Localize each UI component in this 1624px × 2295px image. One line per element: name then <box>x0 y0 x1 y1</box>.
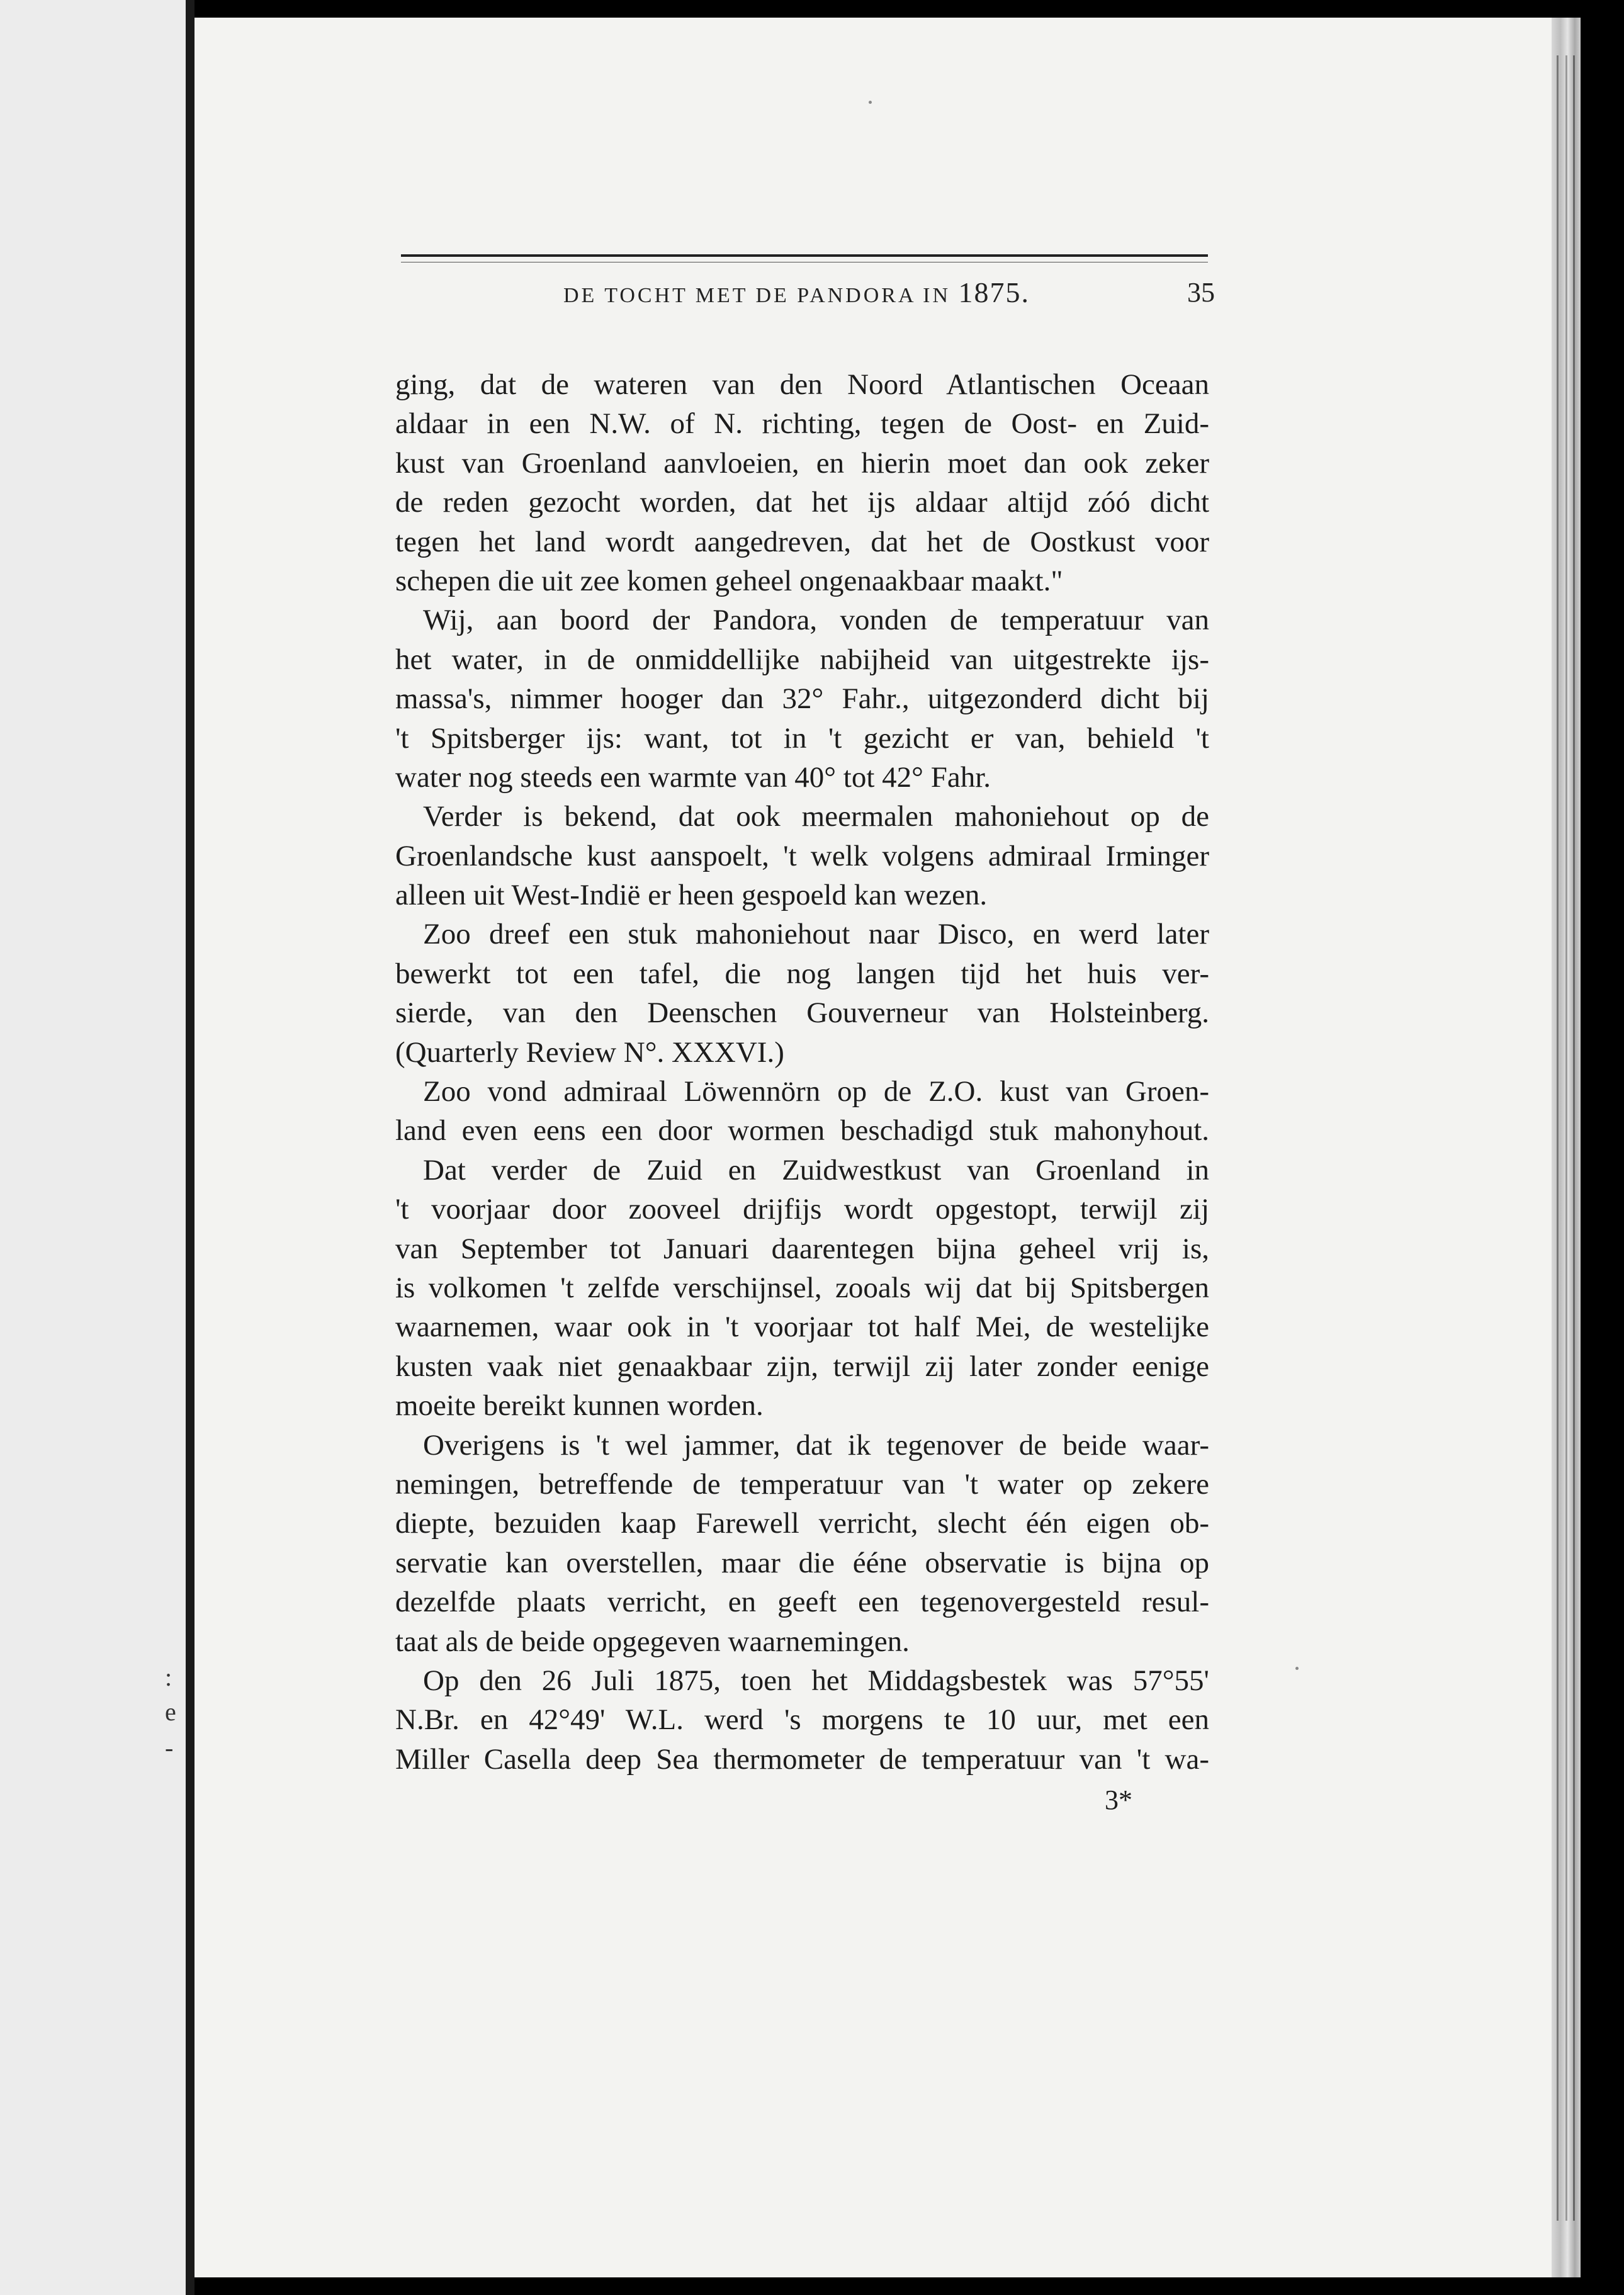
page-number: 35 <box>1187 277 1215 308</box>
text-line: Dat verder de Zuid en Zuidwestkust van Groenland in <box>423 1153 1209 1187</box>
signature-mark: 3* <box>1105 1785 1132 1815</box>
text-line: water nog steeds een warmte van 40° tot 42° Fahr. <box>395 760 991 794</box>
text-line: kusten vaak niet genaakbaar zijn, terwijl zij later zonder eenige <box>395 1350 1209 1383</box>
text-line: sierde, van den Deenschen Gouverneur van Holsteinberg. <box>395 996 1209 1030</box>
paper-speck <box>1295 1667 1299 1670</box>
text-line: van September tot Januari daarentegen bijna geheel vrij is, <box>395 1232 1209 1265</box>
text-line: Groenlandsche kust aanspoelt, 't welk volgens admiraal Irminger <box>395 839 1209 872</box>
text-line: alleen uit West-Indië er heen gespoeld kan wezen. <box>395 879 988 912</box>
text-line: diepte, bezuiden kaap Farewell verricht, slecht één eigen ob- <box>395 1507 1209 1540</box>
text-line: Wij, aan boord der Pandora, vonden de temperatuur van <box>423 604 1209 637</box>
text-line: Overigens is 't wel jammer, dat ik tegenover de beide waar- <box>423 1428 1209 1462</box>
header-rule <box>401 254 1208 257</box>
text-line: Op den 26 Juli 1875, toen het Middagsbestek was 57°55' <box>423 1664 1209 1697</box>
text-line: tegen het land wordt aangedreven, dat het de Oostkust voor <box>395 525 1209 558</box>
paper-speck <box>869 101 872 104</box>
page-edge <box>1552 18 1581 2277</box>
facing-page-fragment: e <box>165 1698 176 1726</box>
text-line: N.Br. en 42°49' W.L. werd 's morgens te 10 uur, met een <box>395 1703 1209 1737</box>
text-line: nemingen, betreffende de temperatuur van 't water op zekere <box>395 1467 1209 1501</box>
text-line: kust van Groenland aanvloeien, en hierin moet dan ook zeker <box>395 446 1209 480</box>
text-line: taat als de beide opgegeven waarnemingen. <box>395 1625 910 1658</box>
running-head <box>563 271 1067 315</box>
text-line: waarnemen, waar ook in 't voorjaar tot half Mei, de westelijke <box>395 1311 1209 1344</box>
text-line: servatie kan overstellen, maar die ééne observatie is bijna op <box>395 1546 1209 1579</box>
text-line: is volkomen 't zelfde verschijnsel, zooals wij dat bij Spitsbergen <box>395 1271 1209 1304</box>
text-line: Miller Casella deep Sea thermometer de temperatuur van 't wa- <box>395 1742 1209 1776</box>
text-line: Zoo vond admiraal Löwennörn op de Z.O. kust van Groen- <box>423 1075 1209 1108</box>
text-line: ging, dat de wateren van den Noord Atlantischen Oceaan <box>395 368 1209 401</box>
facing-page <box>0 0 186 2295</box>
text-line: land even eens een door wormen beschadigd stuk mahonyhout. <box>395 1114 1209 1148</box>
text-line: dezelfde plaats verricht, en geeft een tegenovergesteld resul- <box>395 1586 1209 1619</box>
running-head-title: DE TOCHT MET DE PANDORA IN <box>563 284 959 307</box>
body-text <box>395 365 1209 1779</box>
text-line: aldaar in een N.W. of N. richting, tegen de Oost- en Zuid- <box>395 407 1209 441</box>
running-head-year: 1875. <box>958 276 1030 308</box>
book-gutter <box>186 0 195 2295</box>
text-line: massa's, nimmer hooger dan 32° Fahr., uitgezonderd dicht bij <box>395 682 1209 716</box>
text-line: schepen die uit zee komen geheel ongenaakbaar maakt." <box>395 564 1063 597</box>
text-line: bewerkt tot een tafel, die nog langen tijd het huis ver- <box>395 957 1209 990</box>
text-line: moeite bereikt kunnen worden. <box>395 1389 764 1423</box>
text-line: het water, in de onmiddellijke nabijheid van uitgestrekte ijs- <box>395 643 1209 676</box>
text-line: 't voorjaar door zooveel drijfijs wordt opgestopt, terwijl zij <box>395 1193 1209 1226</box>
facing-page-fragment: : <box>165 1663 172 1691</box>
text-line: Verder is bekend, dat ook meermalen mahoniehout op de <box>423 800 1209 833</box>
text-line: (Quarterly Review N°. XXXVI.) <box>395 1035 784 1069</box>
text-line: Zoo dreef een stuk mahoniehout naar Disco, en werd later <box>423 918 1209 951</box>
text-line: 't Spitsberger ijs: want, tot in 't gezicht er van, behield 't <box>395 721 1209 755</box>
facing-page-fragment: - <box>165 1734 174 1762</box>
text-line: de reden gezocht worden, dat het ijs aldaar altijd zóó dicht <box>395 486 1209 519</box>
